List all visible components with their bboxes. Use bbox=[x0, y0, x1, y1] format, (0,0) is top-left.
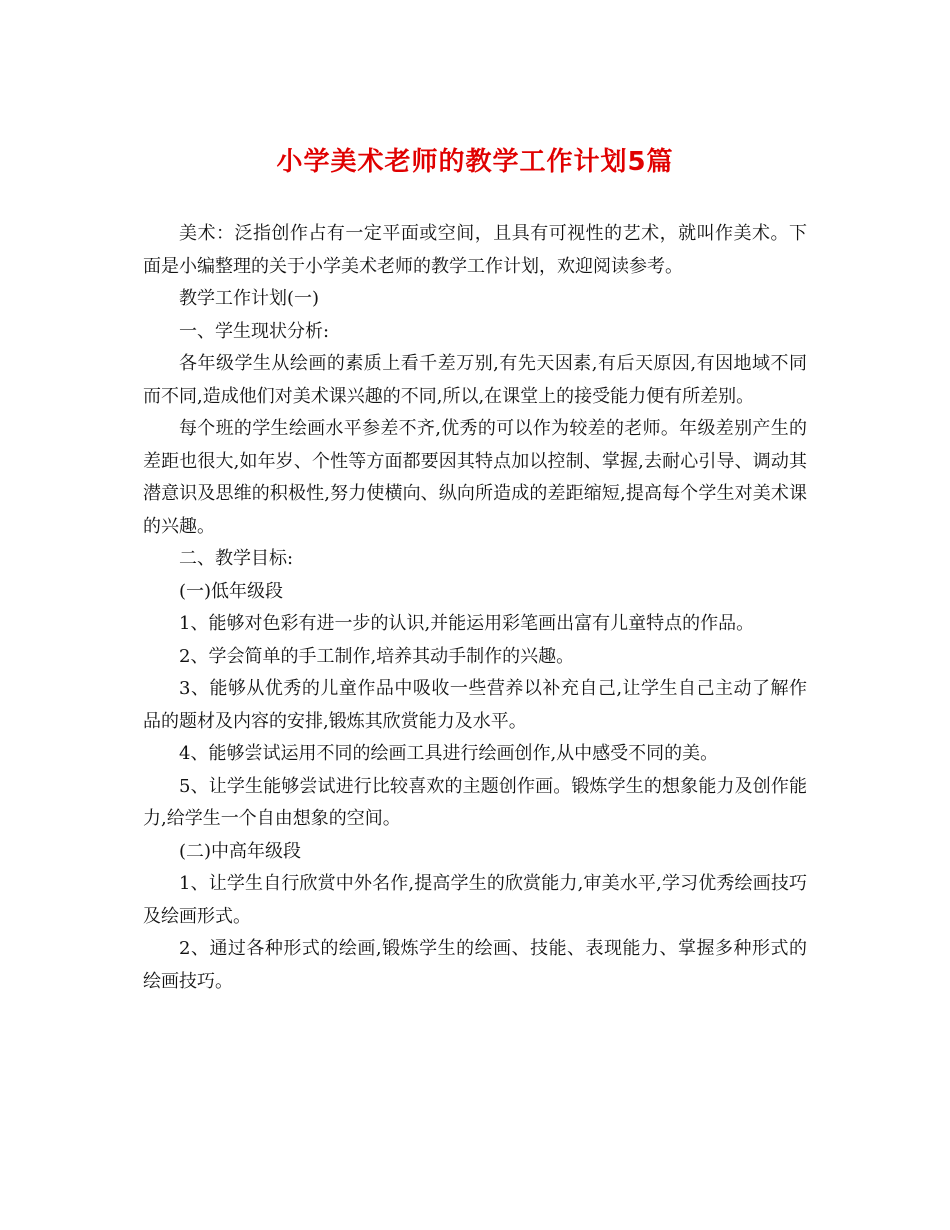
heading-plan-one: 教学工作计划(一) bbox=[179, 288, 320, 309]
heading-middle-upper-grades: (二)中高年级段 bbox=[179, 840, 302, 862]
paragraph-intro: 美术：泛指创作占有一定平面或空间，且具有可视性的艺术，就叫作美术。下面是小编整理的关于小学美术老师的教学工作计划，欢迎阅读参考。 bbox=[143, 223, 807, 277]
list-item: 2、通过各种形式的绘画,锻炼学生的绘画、技能、表现能力、掌握多种形式的绘画技巧。 bbox=[143, 938, 807, 992]
list-item: 1、能够对色彩有进一步的认识,并能运用彩笔画出富有儿童特点的作品。 bbox=[179, 613, 755, 634]
paragraph-analysis-2: 每个班的学生绘画水平参差不齐,优秀的可以作为较差的老师。年级差别产生的差距也很大,如年岁、个性等方面都要因其特点加以控制、掌握,去耐心引导、调动其潜意识及思维的积极性,努力使横向、纵向所造成的差距缩短,提高每个学生对美术课的兴趣。 bbox=[143, 418, 807, 537]
document-body bbox=[143, 218, 807, 998]
list-item: 5、让学生能够尝试进行比较喜欢的主题创作画。锻炼学生的想象能力及创作能力,给学生一个自由想象的空间。 bbox=[143, 775, 807, 829]
heading-lower-grades: (一)低年级段 bbox=[179, 580, 284, 602]
list-item: 1、让学生自行欣赏中外名作,提高学生的欣赏能力,审美水平,学习优秀绘画技巧及绘画形式。 bbox=[143, 873, 807, 927]
heading-teaching-goals: 二、教学目标: bbox=[179, 548, 294, 569]
list-item: 3、能够从优秀的儿童作品中吸收一些营养以补充自己,让学生自己主动了解作品的题材及内容的安排,锻炼其欣赏能力及水平。 bbox=[143, 678, 807, 732]
paragraph-analysis-1: 各年级学生从绘画的素质上看千差万别,有先天因素,有后天原因,有因地域不同而不同,造成他们对美术课兴趣的不同,所以,在课堂上的接受能力便有所差别。 bbox=[143, 353, 807, 407]
list-item: 4、能够尝试运用不同的绘画工具进行绘画创作,从中感受不同的美。 bbox=[179, 743, 719, 764]
document-title: 小学美术老师的教学工作计划5篇 bbox=[276, 147, 674, 177]
heading-student-analysis: 一、学生现状分析: bbox=[179, 320, 330, 342]
list-item: 2、学会简单的手工制作,培养其动手制作的兴趣。 bbox=[179, 645, 575, 667]
